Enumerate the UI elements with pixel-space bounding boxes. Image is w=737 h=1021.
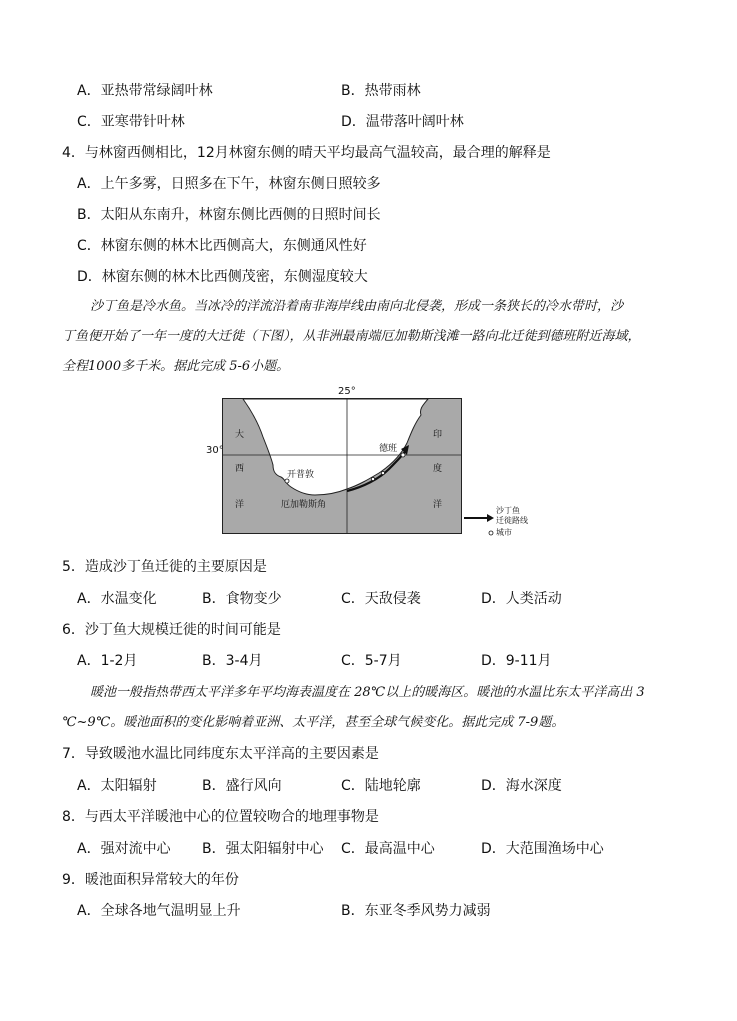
q3-option-b: B．热带雨林 [341,83,421,99]
q5-option-c: C．天敌侵袭 [341,591,421,607]
label-cape-agulhas: 厄加勒斯角 [281,500,327,510]
passage-warm-pool-line2: ℃~9℃。暖池面积的变化影响着亚洲、太平洋，甚至全球气候变化。据此完成 7-9题。 [62,715,565,730]
passage-sardine-line3: 全程1000多千米。据此完成 5-6小题。 [62,359,290,374]
passage-sardine [62,292,682,382]
ocean-atlantic-char3: 洋 [235,500,245,510]
q9-option-a: A．全球各地气温明显上升 [77,903,241,919]
legend-route-label-line2: 迁徙路线 [496,516,528,525]
passage-warm-pool-line1: 暖池一般指热带西太平洋多年平均海表温度在 28℃以上的暖海区。暖池的水温比东太平洋高出 3 [90,685,645,700]
q3-option-c: C．亚寒带针叶林 [77,114,185,130]
q7-option-d: D．海水深度 [481,778,562,794]
label-durban: 德班 [379,444,398,454]
q7-stem: 7．导致暖池水温比同纬度东太平洋高的主要因素是 [62,746,379,762]
ocean-indian-char1: 印 [433,430,443,440]
q4-option-a: A．上午多雾，日照多在下午，林窗东侧日照较多 [77,176,381,192]
label-cape-town: 开普敦 [287,470,315,480]
passage-warm-pool [62,678,682,738]
q5-stem: 5．造成沙丁鱼迁徙的主要原因是 [62,559,267,575]
q4-stem: 4．与林窗西侧相比，12月林窗东侧的晴天平均最高气温较高，最合理的解释是 [62,145,551,161]
ocean-indian-char3: 洋 [433,500,443,510]
q4-option-b: B．太阳从东南升，林窗东侧比西侧的日照时间长 [77,207,381,223]
q8-option-a: A．强对流中心 [77,841,171,857]
q8-option-d: D．大范围渔场中心 [481,841,604,857]
city-marker [371,477,374,480]
q5-option-b: B．食物变少 [202,591,282,607]
label-lon-25: 25° [338,386,356,397]
label-lat-30: 30° [206,445,224,456]
q8-stem: 8．与西太平洋暖池中心的位置较吻合的地理事物是 [62,809,379,825]
q6-stem: 6．沙丁鱼大规模迁徙的时间可能是 [62,622,281,638]
q8-option-c: C．最高温中心 [341,841,435,857]
q3-option-a: A．亚热带常绿阔叶林 [77,83,213,99]
q8-option-b: B．强太阳辐射中心 [202,841,324,857]
q5-option-d: D．人类活动 [481,591,562,607]
q6-option-d: D．9-11月 [481,653,552,669]
q6-option-c: C．5-7月 [341,653,402,669]
ocean-indian-char2: 度 [433,464,443,474]
q7-option-c: C．陆地轮廓 [341,778,421,794]
q7-option-b: B．盛行风向 [202,778,282,794]
passage-sardine-line1: 沙丁鱼是冷水鱼。当冰冷的洋流沿着南非海岸线由南向北侵袭，形成一条狭长的冷水带时，沙 [90,299,624,314]
legend-city-label: 城市 [496,528,512,537]
legend-city-icon [488,530,494,536]
q6-option-a: A．1-2月 [77,653,138,669]
legend-route-label-line1: 沙丁鱼 [496,506,520,515]
ocean-atlantic-char1: 大 [235,430,245,440]
q6-option-b: B．3-4月 [202,653,263,669]
passage-sardine-line2: 丁鱼便开始了一年一度的大迁徙（下图），从非洲最南端厄加勒斯浅滩一路向北迁徙到德班附近海域， [62,329,641,344]
q5-option-a: A．水温变化 [77,591,157,607]
q4-option-d: D．林窗东侧的林木比西侧茂密，东侧湿度较大 [77,269,368,285]
q7-option-a: A．太阳辐射 [77,778,157,794]
city-durban-marker [401,453,405,457]
legend-arrow-icon [464,514,494,522]
q9-option-b: B．东亚冬季风势力减弱 [341,903,491,919]
africa-land [243,399,428,495]
city-marker [381,471,384,474]
q4-option-c: C．林窗东侧的林木比西侧高大，东侧通风性好 [77,238,367,254]
q3-option-d: D．温带落叶阔叶林 [341,114,464,130]
q9-stem: 9．暖池面积异常较大的年份 [62,872,239,888]
ocean-atlantic-char2: 西 [235,464,245,474]
sardine-migration-map [222,398,462,534]
southern-africa-map-svg [223,399,462,534]
